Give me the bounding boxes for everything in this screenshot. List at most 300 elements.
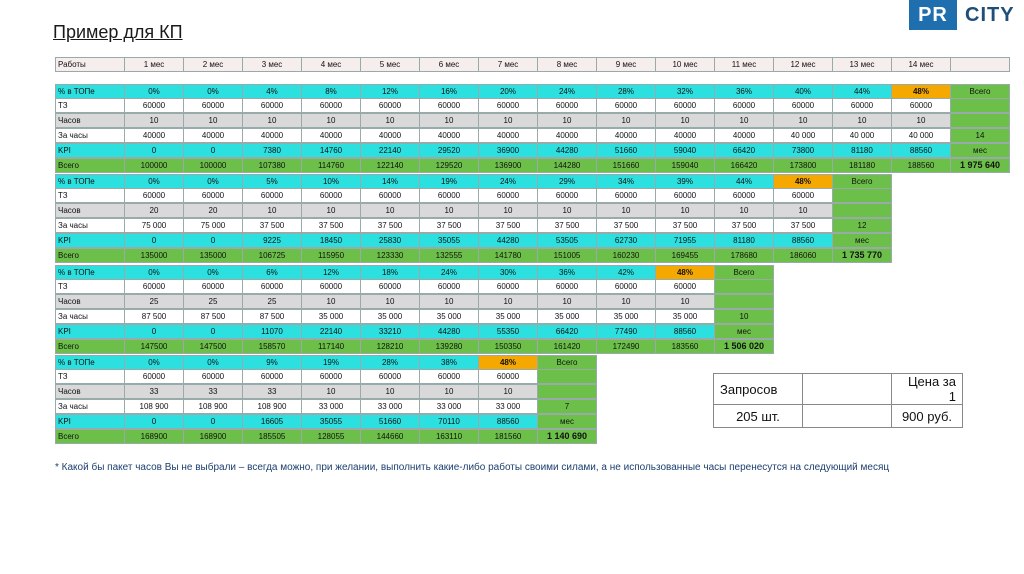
table-cell: 60000 — [124, 98, 184, 113]
table-cell: 10 — [360, 294, 420, 309]
table-cell: 128055 — [301, 429, 361, 444]
table-cell: 60000 — [301, 188, 361, 203]
table-cell: 161420 — [537, 339, 597, 354]
table-cell: 10 — [596, 203, 656, 218]
table-cell: 20 — [183, 203, 243, 218]
table-cell: 114760 — [301, 158, 361, 173]
table-cell: 160230 — [596, 248, 656, 263]
table-cell: 122140 — [360, 158, 420, 173]
table-cell: 183560 — [655, 339, 715, 354]
table-cell: 40000 — [301, 128, 361, 143]
header-month: 8 мес — [537, 57, 597, 72]
table-cell: 19% — [419, 174, 479, 189]
price-header-queries: Запросов — [714, 374, 803, 405]
table-cell: 35 000 — [537, 309, 597, 324]
table-cell: 147500 — [124, 339, 184, 354]
table-cell: 18% — [360, 265, 420, 280]
table-cell: 150350 — [478, 339, 538, 354]
logo-city: CITY — [965, 3, 1015, 26]
table-cell: 70110 — [419, 414, 479, 429]
table-cell: 186060 — [773, 248, 833, 263]
table-cell: 60000 — [714, 98, 774, 113]
table-cell: 169455 — [655, 248, 715, 263]
table-cell: 60000 — [183, 279, 243, 294]
table-cell: 136900 — [478, 158, 538, 173]
table-cell: 151005 — [537, 248, 597, 263]
table-cell: 40000 — [360, 128, 420, 143]
table-cell: 33 — [242, 384, 302, 399]
total-cell: мес — [950, 143, 1010, 158]
table-cell: 135000 — [183, 248, 243, 263]
total-cell: Всего — [832, 174, 892, 189]
table-cell: 25 — [124, 294, 184, 309]
table-cell: 60000 — [537, 98, 597, 113]
table-cell: 60000 — [478, 279, 538, 294]
package-table-2 — [55, 174, 892, 264]
table-cell: 25 — [183, 294, 243, 309]
table-cell: 163110 — [419, 429, 479, 444]
total-cell — [950, 98, 1010, 113]
header-month: 10 мес — [655, 57, 715, 72]
table-row — [55, 355, 597, 370]
company-logo — [909, 0, 1015, 30]
table-cell: 20 — [124, 203, 184, 218]
table-cell: 33 000 — [419, 399, 479, 414]
table-cell: 0 — [183, 414, 243, 429]
table-cell: 60000 — [183, 188, 243, 203]
header-month: 13 мес — [832, 57, 892, 72]
total-cell — [537, 384, 597, 399]
table-cell: 10 — [419, 113, 479, 128]
header-month: 2 мес — [183, 57, 243, 72]
table-cell: 44280 — [478, 233, 538, 248]
table-cell: 60000 — [714, 188, 774, 203]
table-row — [55, 114, 1010, 129]
table-cell: 40000 — [183, 128, 243, 143]
table-cell: 10 — [655, 294, 715, 309]
table-row — [55, 189, 892, 204]
table-cell: 33 000 — [360, 399, 420, 414]
table-cell: 44% — [714, 174, 774, 189]
table-cell: 29520 — [419, 143, 479, 158]
table-cell: 10 — [773, 203, 833, 218]
table-row — [55, 144, 1010, 159]
table-row — [55, 295, 774, 310]
table-cell: 75 000 — [183, 218, 243, 233]
table-cell: 60000 — [832, 98, 892, 113]
row-label: Всего — [55, 158, 125, 173]
table-cell: 60000 — [242, 279, 302, 294]
table-cell: 100000 — [183, 158, 243, 173]
row-label: % в ТОПе — [55, 355, 125, 370]
table-cell: 60000 — [773, 98, 833, 113]
total-cell: 7 — [537, 399, 597, 414]
table-cell: 66420 — [714, 143, 774, 158]
table-cell: 40 000 — [773, 128, 833, 143]
table-cell: 51660 — [596, 143, 656, 158]
table-cell: 178680 — [714, 248, 774, 263]
table-cell: 16% — [419, 84, 479, 99]
table-cell: 10 — [360, 203, 420, 218]
table-row — [55, 400, 597, 415]
table-row — [55, 84, 1010, 99]
table-cell: 60000 — [301, 279, 361, 294]
table-cell: 172490 — [596, 339, 656, 354]
table-cell: 40000 — [478, 128, 538, 143]
table-row — [55, 265, 774, 280]
table-cell: 24% — [537, 84, 597, 99]
table-cell: 36% — [537, 265, 597, 280]
table-cell: 107380 — [242, 158, 302, 173]
table-cell: 37 500 — [773, 218, 833, 233]
table-row — [55, 174, 892, 189]
table-cell: 87 500 — [242, 309, 302, 324]
table-cell: 53505 — [537, 233, 597, 248]
table-cell: 141780 — [478, 248, 538, 263]
total-cell: Всего — [537, 355, 597, 370]
table-cell: 20% — [478, 84, 538, 99]
table-row — [55, 310, 774, 325]
row-label: Часов — [55, 203, 125, 218]
table-cell: 30% — [478, 265, 538, 280]
table-cell: 42% — [596, 265, 656, 280]
package-table-4 — [55, 355, 597, 445]
table-cell: 173800 — [773, 158, 833, 173]
table-cell: 139280 — [419, 339, 479, 354]
total-cell: 1 506 020 — [714, 339, 774, 354]
row-label: Всего — [55, 429, 125, 444]
header-month: 3 мес — [242, 57, 302, 72]
table-cell: 10% — [301, 174, 361, 189]
table-cell: 135000 — [124, 248, 184, 263]
table-cell: 14% — [360, 174, 420, 189]
table-cell: 10 — [655, 113, 715, 128]
table-cell: 60000 — [419, 188, 479, 203]
total-cell: 14 — [950, 128, 1010, 143]
table-cell: 60000 — [360, 98, 420, 113]
table-cell: 62730 — [596, 233, 656, 248]
table-cell: 34% — [596, 174, 656, 189]
row-label: За часы — [55, 128, 125, 143]
row-label: За часы — [55, 309, 125, 324]
table-cell: 0 — [183, 324, 243, 339]
table-cell: 33210 — [360, 324, 420, 339]
price-queries-value: 205 шт. — [714, 405, 803, 428]
table-cell: 60000 — [360, 369, 420, 384]
table-cell: 77490 — [596, 324, 656, 339]
table-cell: 9% — [242, 355, 302, 370]
table-cell: 60000 — [655, 98, 715, 113]
table-cell: 33 — [183, 384, 243, 399]
table-cell: 0 — [124, 233, 184, 248]
table-cell: 38% — [419, 355, 479, 370]
table-cell: 12% — [360, 84, 420, 99]
table-cell: 60000 — [124, 369, 184, 384]
row-label: Часов — [55, 113, 125, 128]
table-cell: 35 000 — [419, 309, 479, 324]
table-cell: 37 500 — [360, 218, 420, 233]
table-cell: 123330 — [360, 248, 420, 263]
table-cell: 60000 — [301, 369, 361, 384]
table-cell: 24% — [478, 174, 538, 189]
table-cell: 18450 — [301, 233, 361, 248]
table-cell: 0 — [183, 233, 243, 248]
total-cell: 1 975 640 — [950, 158, 1010, 173]
table-cell: 168900 — [183, 429, 243, 444]
table-row — [55, 430, 597, 445]
table-cell: 37 500 — [596, 218, 656, 233]
row-label: Часов — [55, 294, 125, 309]
table-cell: 0% — [124, 265, 184, 280]
table-cell: 10 — [478, 113, 538, 128]
table-cell: 10 — [537, 294, 597, 309]
table-cell: 32% — [655, 84, 715, 99]
table-cell: 35 000 — [301, 309, 361, 324]
total-cell: Всего — [714, 265, 774, 280]
table-cell: 60000 — [419, 279, 479, 294]
total-cell: мес — [832, 233, 892, 248]
table-cell: 5% — [242, 174, 302, 189]
table-cell: 48% — [655, 265, 715, 280]
table-row — [55, 249, 892, 264]
table-cell: 71955 — [655, 233, 715, 248]
table-cell: 40000 — [537, 128, 597, 143]
table-row — [55, 370, 597, 385]
table-cell: 159040 — [655, 158, 715, 173]
table-row — [55, 385, 597, 400]
table-row — [55, 99, 1010, 114]
table-cell: 60000 — [596, 188, 656, 203]
table-cell: 40000 — [655, 128, 715, 143]
row-label: Часов — [55, 384, 125, 399]
table-cell: 60000 — [419, 369, 479, 384]
table-cell: 6% — [242, 265, 302, 280]
table-cell: 35055 — [301, 414, 361, 429]
table-cell: 33 000 — [478, 399, 538, 414]
header-month: 5 мес — [360, 57, 420, 72]
table-cell: 35 000 — [360, 309, 420, 324]
table-cell: 151660 — [596, 158, 656, 173]
table-cell: 0% — [124, 174, 184, 189]
table-cell: 60000 — [360, 188, 420, 203]
table-cell: 166420 — [714, 158, 774, 173]
row-label: За часы — [55, 218, 125, 233]
header-label: Работы — [55, 57, 125, 72]
table-cell: 44280 — [537, 143, 597, 158]
price-header-unit: Цена за 1 — [892, 374, 963, 405]
table-cell: 60000 — [301, 98, 361, 113]
table-cell: 87 500 — [183, 309, 243, 324]
row-label: ТЗ — [55, 369, 125, 384]
table-cell: 10 — [537, 113, 597, 128]
table-cell: 29% — [537, 174, 597, 189]
table-cell: 60000 — [478, 98, 538, 113]
table-cell: 75 000 — [124, 218, 184, 233]
table-row — [55, 129, 1010, 144]
table-cell: 158570 — [242, 339, 302, 354]
table-cell: 40 000 — [891, 128, 951, 143]
row-label: KPI — [55, 233, 125, 248]
table-cell: 10 — [360, 384, 420, 399]
price-empty-value — [803, 405, 892, 428]
table-cell: 40000 — [419, 128, 479, 143]
table-cell: 33 — [124, 384, 184, 399]
table-row — [55, 234, 892, 249]
table-cell: 10 — [419, 203, 479, 218]
table-cell: 0% — [183, 355, 243, 370]
table-cell: 37 500 — [301, 218, 361, 233]
table-cell: 129520 — [419, 158, 479, 173]
table-cell: 48% — [891, 84, 951, 99]
table-cell: 25830 — [360, 233, 420, 248]
row-label: KPI — [55, 414, 125, 429]
row-label: ТЗ — [55, 98, 125, 113]
table-cell: 10 — [301, 384, 361, 399]
table-cell: 132555 — [419, 248, 479, 263]
table-cell: 40000 — [242, 128, 302, 143]
header-month — [950, 57, 1010, 72]
row-label: ТЗ — [55, 188, 125, 203]
table-cell: 87 500 — [124, 309, 184, 324]
table-cell: 10 — [419, 294, 479, 309]
table-cell: 39% — [655, 174, 715, 189]
table-cell: 60000 — [124, 188, 184, 203]
table-cell: 36900 — [478, 143, 538, 158]
table-row — [55, 325, 774, 340]
table-cell: 60000 — [242, 98, 302, 113]
table-cell: 188560 — [891, 158, 951, 173]
table-cell: 60000 — [655, 279, 715, 294]
table-cell: 0% — [183, 265, 243, 280]
table-cell: 28% — [596, 84, 656, 99]
total-cell — [714, 294, 774, 309]
table-cell: 10 — [773, 113, 833, 128]
table-cell: 40 000 — [832, 128, 892, 143]
table-cell: 181180 — [832, 158, 892, 173]
total-cell: 12 — [832, 218, 892, 233]
table-cell: 35 000 — [596, 309, 656, 324]
table-cell: 60000 — [891, 98, 951, 113]
table-cell: 40000 — [714, 128, 774, 143]
table-cell: 60000 — [183, 98, 243, 113]
table-cell: 35 000 — [478, 309, 538, 324]
table-cell: 60000 — [360, 279, 420, 294]
table-cell: 115950 — [301, 248, 361, 263]
table-cell: 88560 — [655, 324, 715, 339]
total-cell: 1 735 770 — [832, 248, 892, 263]
table-cell: 60000 — [419, 98, 479, 113]
table-cell: 181560 — [478, 429, 538, 444]
table-cell: 36% — [714, 84, 774, 99]
table-cell: 55350 — [478, 324, 538, 339]
table-cell: 10 — [301, 203, 361, 218]
table-cell: 88560 — [891, 143, 951, 158]
table-cell: 60000 — [124, 279, 184, 294]
header-month: 9 мес — [596, 57, 656, 72]
header-month: 12 мес — [773, 57, 833, 72]
table-cell: 88560 — [773, 233, 833, 248]
table-cell: 25 — [242, 294, 302, 309]
table-cell: 16605 — [242, 414, 302, 429]
total-cell — [950, 113, 1010, 128]
table-cell: 10 — [242, 203, 302, 218]
table-cell: 10 — [301, 294, 361, 309]
total-cell: 10 — [714, 309, 774, 324]
table-cell: 4% — [242, 84, 302, 99]
table-cell: 60000 — [478, 369, 538, 384]
header-month: 1 мес — [124, 57, 184, 72]
table-cell: 0 — [183, 143, 243, 158]
total-cell: Всего — [950, 84, 1010, 99]
table-cell: 60000 — [537, 279, 597, 294]
table-cell: 28% — [360, 355, 420, 370]
table-cell: 100000 — [124, 158, 184, 173]
row-label: KPI — [55, 143, 125, 158]
row-label: % в ТОПе — [55, 174, 125, 189]
table-cell: 10 — [301, 113, 361, 128]
price-unit-value: 900 руб. — [892, 405, 963, 428]
row-label: Всего — [55, 248, 125, 263]
table-cell: 144280 — [537, 158, 597, 173]
table-cell: 108 900 — [242, 399, 302, 414]
row-label: % в ТОПе — [55, 84, 125, 99]
table-cell: 51660 — [360, 414, 420, 429]
table-cell: 147500 — [183, 339, 243, 354]
table-cell: 81180 — [714, 233, 774, 248]
package-table-3 — [55, 265, 774, 355]
table-cell: 60000 — [537, 188, 597, 203]
total-cell — [832, 188, 892, 203]
total-cell — [714, 279, 774, 294]
table-cell: 106725 — [242, 248, 302, 263]
package-table-1 — [55, 84, 1010, 174]
table-cell: 48% — [773, 174, 833, 189]
row-label: За часы — [55, 399, 125, 414]
table-cell: 10 — [655, 203, 715, 218]
table-cell: 117140 — [301, 339, 361, 354]
row-label: KPI — [55, 324, 125, 339]
total-cell — [537, 369, 597, 384]
table-cell: 0% — [183, 84, 243, 99]
price-header-empty — [803, 374, 892, 405]
table-cell: 12% — [301, 265, 361, 280]
table-cell: 88560 — [478, 414, 538, 429]
header-month: 7 мес — [478, 57, 538, 72]
table-cell: 59040 — [655, 143, 715, 158]
table-cell: 10 — [360, 113, 420, 128]
table-cell: 60000 — [183, 369, 243, 384]
table-cell: 37 500 — [242, 218, 302, 233]
table-cell: 0% — [183, 174, 243, 189]
table-cell: 14760 — [301, 143, 361, 158]
table-cell: 10 — [891, 113, 951, 128]
footnote: * Какой бы пакет часов Вы не выбрали – всегда можно, при желании, выполнить какие-либо работы своими силами, а не использованные часы перенесутся на следующий месяц — [55, 462, 890, 473]
table-cell: 44280 — [419, 324, 479, 339]
total-cell: мес — [714, 324, 774, 339]
total-cell: мес — [537, 414, 597, 429]
table-cell: 11070 — [242, 324, 302, 339]
table-cell: 60000 — [596, 98, 656, 113]
table-cell: 10 — [596, 294, 656, 309]
table-cell: 37 500 — [478, 218, 538, 233]
header-month: 14 мес — [891, 57, 951, 72]
table-cell: 37 500 — [714, 218, 774, 233]
table-cell: 44% — [832, 84, 892, 99]
price-table — [713, 373, 963, 428]
table-cell: 10 — [596, 113, 656, 128]
table-cell: 9225 — [242, 233, 302, 248]
table-cell: 10 — [124, 113, 184, 128]
